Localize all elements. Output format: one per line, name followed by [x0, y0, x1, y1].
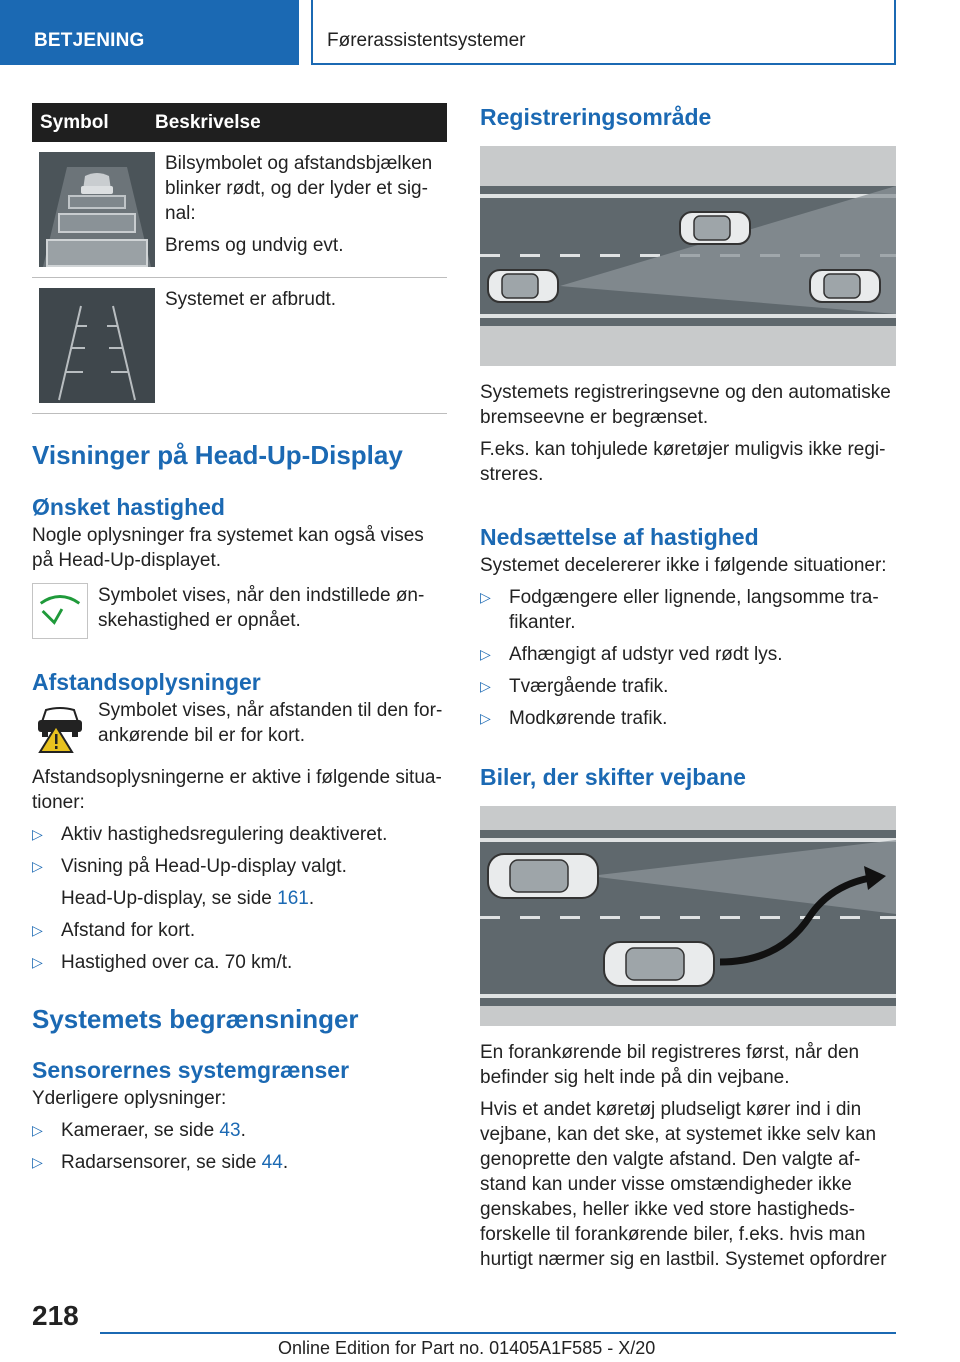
table-cell-symbol: [32, 278, 155, 414]
table-row-1-action: Brems og undvig evt.: [165, 235, 344, 256]
car-warning-icon: [32, 698, 88, 754]
triangle-bullet-icon: ▷: [32, 1122, 43, 1138]
triangle-bullet-icon: ▷: [32, 922, 43, 938]
lane-change-text-2: Hvis et andet køretøj pludseligt kører ind i din vejbane, kan det ske, at systemet ikke selv kan genoprette den valgte afstand. Den valgte afstand kan under visse omstændigheder ikke genskabes, heller ikke ved store hastighedsforskelle til forankørende biler, f.eks. hvis man hurtigt nærmer sig en lastbil. Systemet opfordrer: [480, 1099, 887, 1270]
detection-text-1: Systemets registreringsevne og den automatiske bremseevne er begrænset.: [480, 382, 891, 428]
header-section-tab: [0, 0, 299, 65]
desired-speed-title: Ønsket hastighed: [32, 494, 225, 520]
distance-conditions-list-2: [32, 918, 447, 975]
table-cell-description: [155, 278, 447, 414]
list-item: ▷ Fodgængere eller lignende, langsomme trafikanter.: [480, 587, 879, 633]
list-item: ▷ Kameraer, se side 43.: [32, 1120, 246, 1141]
footer-divider: [100, 1332, 896, 1334]
triangle-bullet-icon: ▷: [480, 678, 491, 694]
triangle-bullet-icon: ▷: [480, 589, 491, 605]
desired-speed-symbol-row: [32, 583, 447, 639]
right-column: [480, 103, 896, 1272]
list-item: ▷ Visning på Head-Up-display valgt.: [32, 856, 347, 877]
list-item: ▷ Afhængigt af udstyr ved rødt lys.: [480, 644, 783, 665]
triangle-bullet-icon: ▷: [32, 858, 43, 874]
triangle-bullet-icon: ▷: [480, 710, 491, 726]
speed-reduction-text: Systemet decelererer ikke i følgende situationer:: [480, 555, 887, 576]
table-row: [32, 278, 447, 414]
sensor-limits-title: Sensorernes systemgrænser: [32, 1057, 350, 1083]
sensor-limits-list: [32, 1118, 447, 1175]
distance-warning-symbol-image: [39, 152, 155, 267]
table-row-1-desc: Bilsymbolet og afstandsbjælken blinker rødt, og der lyder et signal:: [165, 153, 433, 224]
distance-symbol-row: [32, 698, 447, 754]
limits-title: Systemets begrænsninger: [32, 1004, 359, 1034]
distance-info-text: Afstandsoplysningerne er aktive i følgende situationer:: [32, 767, 442, 813]
page-link-43[interactable]: 43: [219, 1120, 241, 1141]
car-icon: [488, 270, 558, 302]
header-chapter-box: [311, 0, 896, 65]
header-chapter: Førerassistentsystemer: [327, 30, 526, 51]
header-section: BETJENING: [34, 30, 145, 51]
speed-reduction-title: Nedsættelse af hastighed: [480, 524, 759, 550]
table-cell-symbol: [32, 142, 155, 278]
list-item: ▷ Hastighed over ca. 70 km/t.: [32, 952, 293, 973]
list-item: ▷ Radarsensorer, se side 44.: [32, 1152, 289, 1173]
lane-change-illustration: [480, 806, 896, 1026]
hud-title: Visninger på Head-Up-Display: [32, 440, 403, 470]
triangle-bullet-icon: ▷: [480, 646, 491, 662]
list-item: ▷ Aktiv hastighedsregulering deaktiveret.: [32, 824, 388, 845]
desired-speed-text: Nogle oplysninger fra systemet kan også vises på Head-Up-displayet.: [32, 525, 424, 571]
triangle-bullet-icon: ▷: [32, 1154, 43, 1170]
left-column: [32, 103, 447, 1175]
table-row: [32, 142, 447, 278]
detection-area-title: Registreringsområde: [480, 104, 712, 130]
page-link-44[interactable]: 44: [261, 1152, 283, 1173]
system-off-symbol-image: [39, 288, 155, 403]
symbol-table: [32, 103, 447, 414]
distance-conditions-list: [32, 822, 447, 879]
triangle-bullet-icon: ▷: [32, 826, 43, 842]
page-link-161[interactable]: 161: [277, 888, 309, 909]
page-number: 218: [32, 1300, 79, 1331]
table-row-2-desc: Systemet er afbrudt.: [165, 289, 337, 310]
table-header-description: Beskrivelse: [155, 103, 447, 142]
footer-edition: Online Edition for Part no. 01405A1F585 - X/20: [278, 1338, 656, 1358]
distance-info-title: Afstandsoplysninger: [32, 669, 261, 695]
speedometer-check-icon: [32, 583, 88, 639]
lane-change-text-1: En forankørende bil registreres først, når den befinder sig helt inde på din vejbane.: [480, 1042, 860, 1088]
table-cell-description: [155, 142, 447, 278]
triangle-bullet-icon: ▷: [32, 954, 43, 970]
desired-speed-icon-text: Symbolet vises, når den indstillede ønskehastighed er opnået.: [98, 585, 425, 631]
list-item: ▷ Afstand for kort.: [32, 920, 196, 941]
sensor-limits-text: Yderligere oplysninger:: [32, 1088, 227, 1109]
list-item: ▷ Tværgående trafik.: [480, 676, 669, 697]
speed-reduction-list: [480, 585, 896, 731]
detection-text-2: F.eks. kan tohjulede køretøjer muligvis ikke registreres.: [480, 439, 886, 485]
hud-page-reference: Head-Up-display, se side 161.: [61, 888, 315, 909]
list-item: ▷ Modkørende trafik.: [480, 708, 668, 729]
table-header-symbol: Symbol: [32, 103, 155, 142]
lane-change-title: Biler, der skifter vejbane: [480, 764, 746, 790]
distance-icon-text: Symbolet vises, når afstanden til den forankørende bil er for kort.: [98, 700, 443, 746]
detection-area-illustration: [480, 146, 896, 366]
